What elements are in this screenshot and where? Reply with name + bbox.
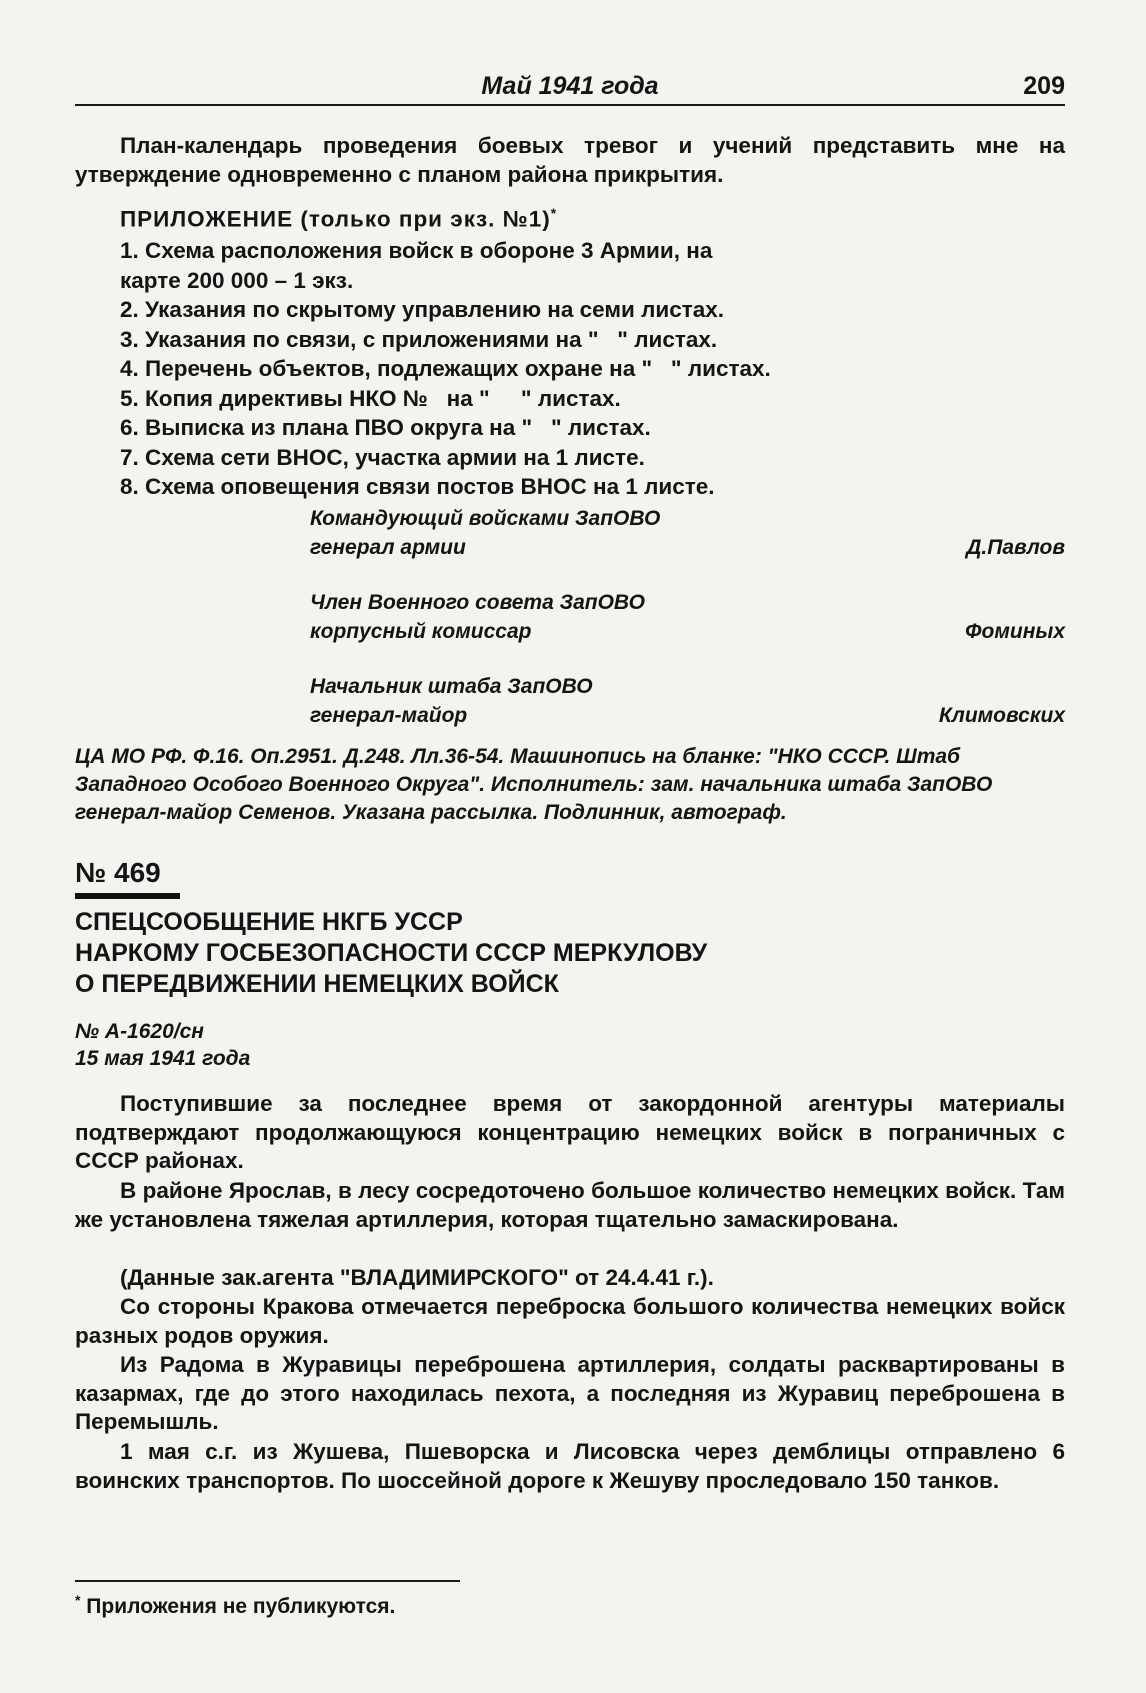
document-number-underline (75, 893, 180, 899)
appendix-item: 2. Указания по скрытому управлению на семи листах. (120, 297, 725, 322)
appendix-list (120, 236, 1020, 502)
signature-block (310, 672, 1065, 730)
signature-name: Д.Павлов (966, 536, 1065, 559)
footnote-text: Приложения не публикуются. (86, 1595, 396, 1618)
body-paragraph: Из Радома в Журавицы переброшена артиллерия, солдаты расквартированы в казармах, где до этого находилась пехота, а последняя из Журавиц переброшена в Перемышль. (75, 1352, 1065, 1434)
running-header-title: Май 1941 года (481, 72, 659, 100)
signature-position: Командующий войсками ЗапОВО (310, 507, 661, 530)
signature-block (310, 504, 1065, 562)
archival-source-note: ЦА МО РФ. Ф.16. Оп.2951. Д.248. Лл.36-54. Машинопись на бланке: "НКО СССР. Штаб Западного Особого Военного Округа". Исполнитель: зам. начальника штаба ЗапОВО генерал-майор Семенов. Указана рассылка. Подлинник, автограф. (75, 745, 993, 824)
signature-block (310, 588, 1065, 646)
signature-rank: корпусный комиссар (310, 620, 532, 643)
body-paragraph: Поступившие за последнее время от закордонной агентуры материалы подтверждают продолжающуюся концентрацию немецких войск в пограничных с СССР районах. (75, 1091, 1065, 1173)
appendix-item: 8. Схема оповещения связи постов ВНОС на 1 листе. (120, 474, 715, 499)
signature-rank: генерал-майор (310, 704, 468, 727)
document-title-line: О ПЕРЕДВИЖЕНИИ НЕМЕЦКИХ ВОЙСК (75, 970, 559, 998)
appendix-item: 3. Указания по связи, с приложениями на " " листах. (120, 326, 718, 352)
signature-name: Фоминых (965, 620, 1065, 643)
appendix-item: 5. Копия директивы НКО № на " " листах. (120, 385, 621, 411)
appendix-item: 6. Выписка из плана ПВО округа на " " листах. (120, 415, 651, 440)
page-number: 209 (1023, 72, 1065, 100)
document-reg-number: № А-1620/сн (75, 1020, 204, 1043)
signature-position: Начальник штаба ЗапОВО (310, 675, 593, 698)
footnote-marker: * (550, 205, 558, 221)
body-paragraph: В районе Ярослав, в лесу сосредоточено большое количество немецких войск. Там же установлена тяжелая артиллерия, которая тщательно замаскирована. (75, 1178, 1065, 1232)
document-meta (75, 1018, 250, 1072)
appendix-item: 7. Схема сети ВНОС, участка армии на 1 листе. (120, 444, 645, 470)
document-date: 15 мая 1941 года (75, 1047, 251, 1070)
appendix-item: 1. Схема расположения войск в обороне 3 Армии, на карте 200 000 – 1 экз. (120, 238, 713, 293)
intro-paragraph: План-календарь проведения боевых тревог и учений представить мне на утверждение одновременно с планом района прикрытия. (75, 133, 1065, 187)
appendix-title: ПРИЛОЖЕНИЕ (только при экз. №1)* (120, 205, 558, 232)
document-title (75, 907, 1065, 1000)
signature-rank: генерал армии (310, 536, 466, 559)
document-title-line: НАРКОМУ ГОСБЕЗОПАСНОСТИ СССР МЕРКУЛОВУ (75, 939, 708, 967)
body-paragraph: Со стороны Кракова отмечается переброска большого количества немецких войск разных родов оружия. (75, 1294, 1065, 1348)
footnote-marker: * (75, 1592, 81, 1608)
document-number: № 469 (75, 857, 161, 888)
body-paragraph: (Данные зак.агента "ВЛАДИМИРСКОГО" от 24.4.41 г.). (120, 1265, 714, 1290)
appendix-item: 4. Перечень объектов, подлежащих охране на " " листах. (120, 356, 771, 381)
signature-position: Член Военного совета ЗапОВО (310, 591, 645, 614)
running-header (75, 70, 1065, 106)
body-paragraph: 1 мая с.г. из Жушева, Пшеворска и Лисовска через демблицы отправлено 6 воинских транспортов. По шоссейной дороге к Жешуву проследовало 150 танков. (75, 1439, 1065, 1493)
signature-name: Климовских (938, 704, 1065, 727)
footnote-rule (75, 1580, 460, 1582)
footnote (75, 1592, 395, 1619)
document-title-line: СПЕЦСООБЩЕНИЕ НКГБ УССР (75, 908, 463, 936)
